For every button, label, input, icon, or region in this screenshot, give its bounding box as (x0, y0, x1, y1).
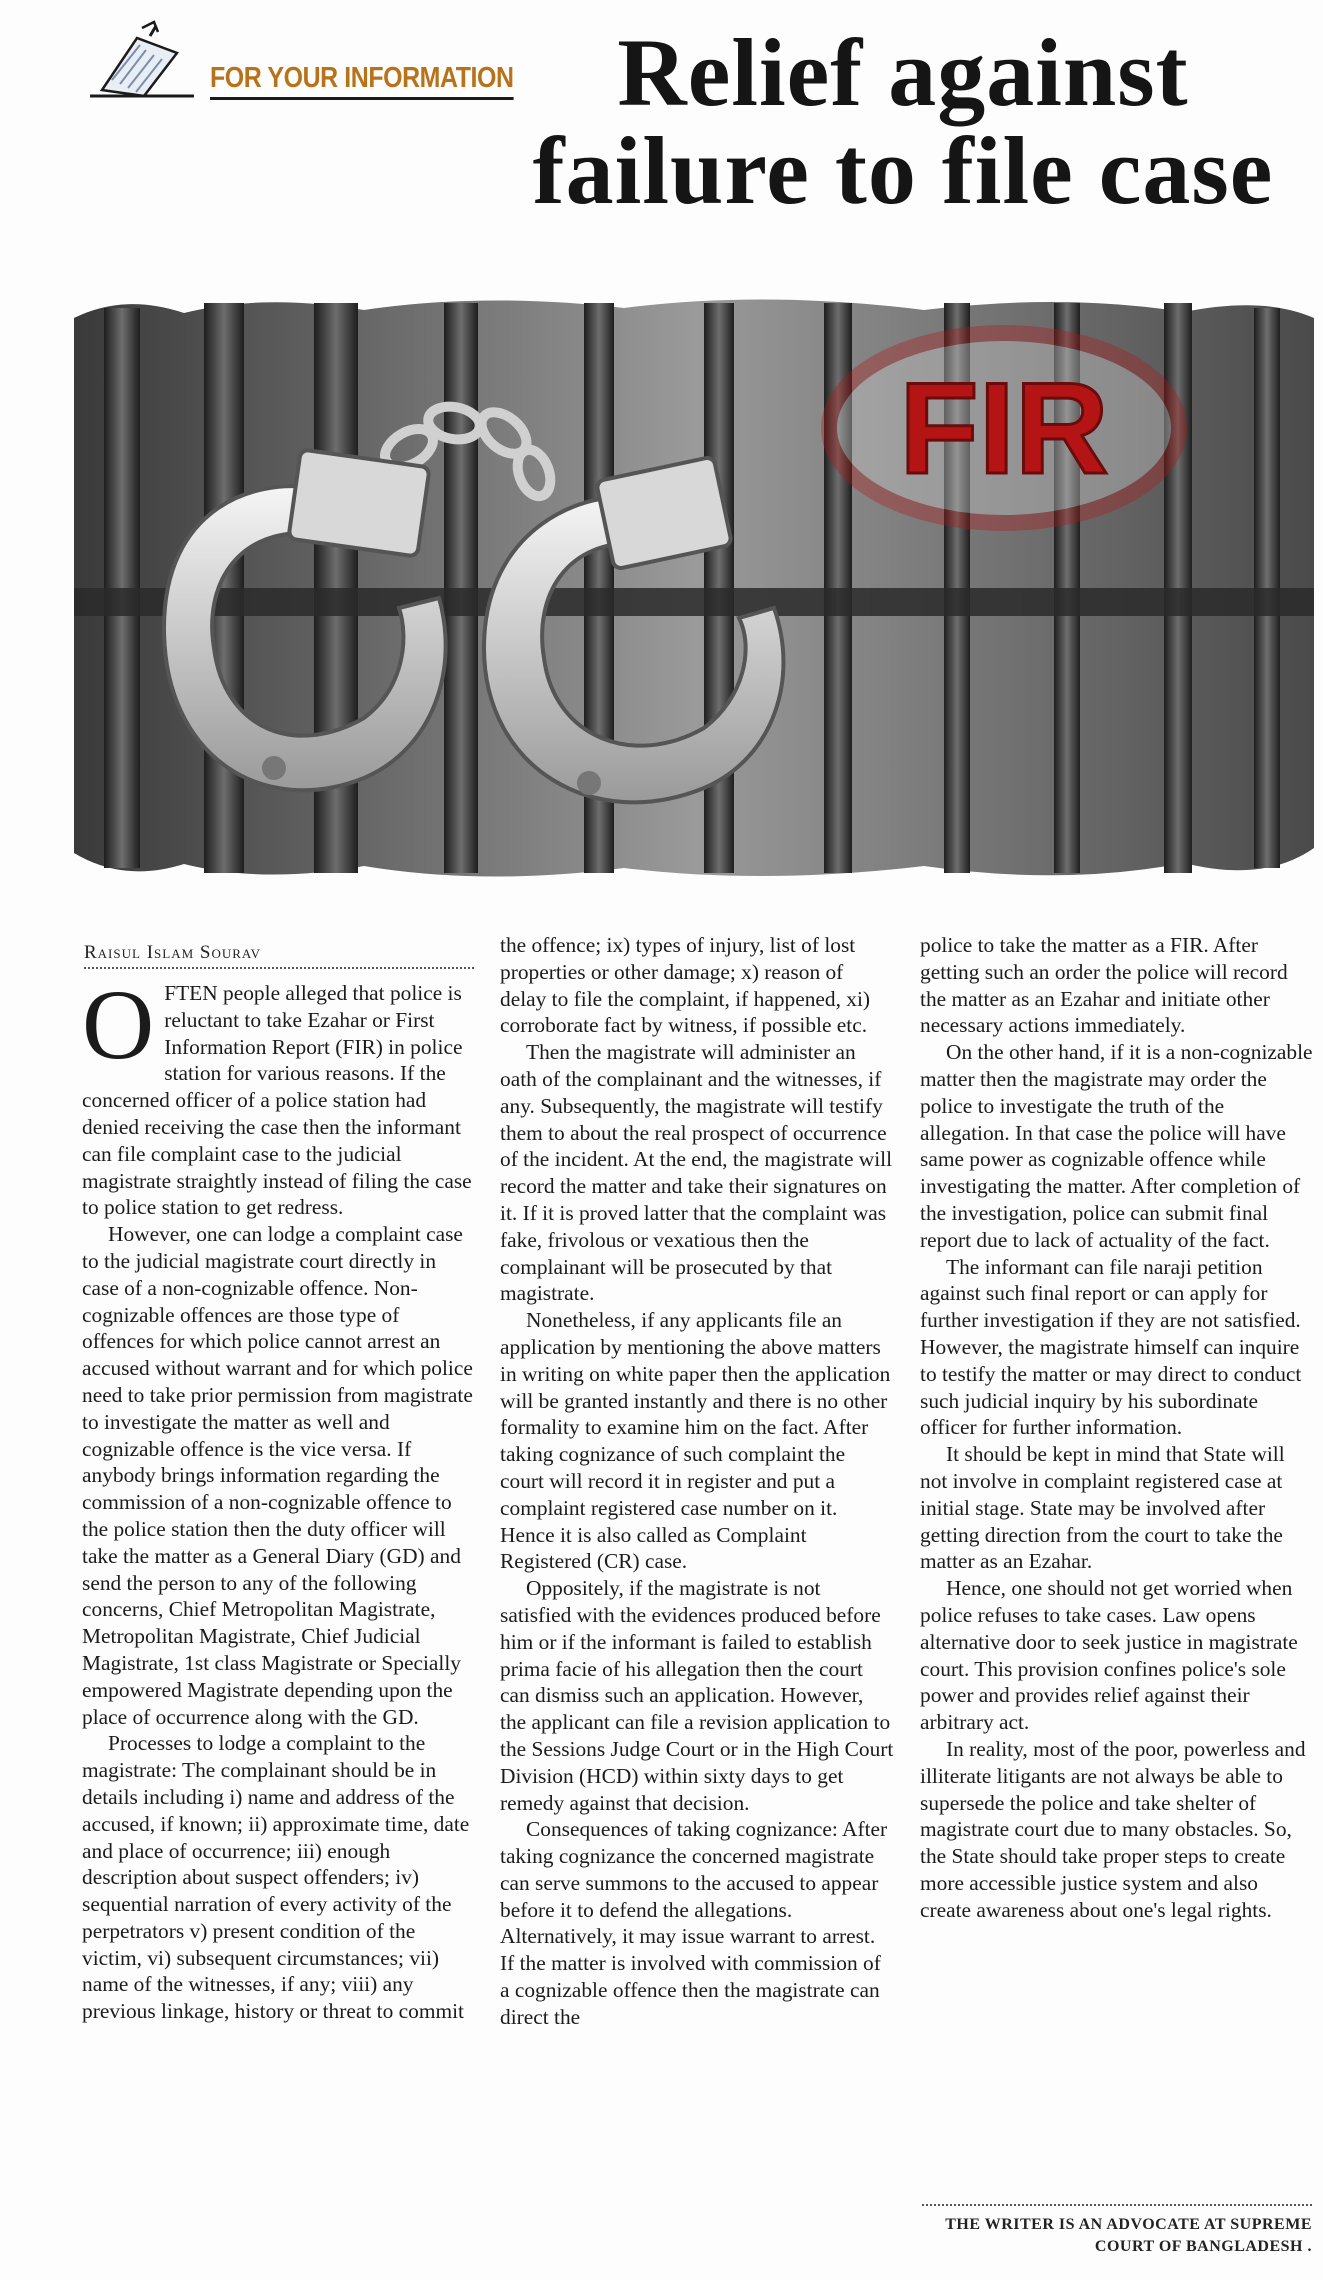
article-column-1 (82, 969, 476, 2025)
author-note: THE WRITER IS AN ADVOCATE AT SUPREME COURT OF BANGLADESH . (945, 2216, 1312, 2255)
article-paragraph: However, one can lodge a complaint case to the judicial magistrate court directly in case of a non-cognizable offence. Non-cognizable offences are those type of offences for which police cannot arrest an accused without warrant and for which police need to take prior permission from magistrate to investigate the matter as well and cognizable offence is the vice versa. If anybody brings information regarding the commission of a non-cognizable offence to the police station then the duty officer will take the matter as a General Diary (GD) and send the person to any of the following concerns, Chief Metropolitan Magistrate, Metropolitan Magistrate, Chief Judicial Magistrate, 1st class Magistrate or Specially empowered Magistrate depending upon the place of occurrence along with the GD. (82, 1222, 473, 1729)
article-column-2 (500, 932, 894, 2031)
section-label: FOR YOUR INFORMATION (210, 62, 514, 100)
article-paragraph: On the other hand, if it is a non-cognizable matter then the magistrate may order the police to investigate the truth of the allegation. In that case the police will have same power as cognizable offence while investigating the matter. After completion of the investigation, police can submit final report due to lack of actuality of the fact. (920, 1040, 1313, 1252)
newspaper-logo-icon (82, 18, 202, 100)
headline: Relief against failure to file case (532, 19, 1274, 224)
article-paragraph-text: FTEN people alleged that police is reluctant to take Ezahar or First Information Report (FIR) in police station for various reasons. If the concerned officer of a police station had denied receiving the case then the informant can file complaint case to the judicial magistrate straightly instead of filing the case to police station to get redress. (82, 981, 472, 1220)
footer-divider (922, 2204, 1312, 2206)
article-paragraph: the offence; ix) types of injury, list of lost properties or other damage; x) reason of delay to file the complaint, if happened, xi) corroborate fact by witness, if possible etc. (500, 933, 871, 1038)
article-paragraph (82, 969, 476, 1221)
article-column-3 (920, 932, 1314, 1923)
dropcap: O (82, 969, 155, 1080)
article-paragraph: Nonetheless, if any applicants file an application by mentioning the above matters in writing on white paper then the application will be granted instantly and there is no other formality to examine him on the fact. After taking cognizance of such complaint the court will record it in register and put a complaint registered case number on it. Hence it is also called as Complaint Registered (CR) case. (500, 1308, 891, 1574)
article-paragraph: Oppositely, if the magistrate is not satisfied with the evidences produced before him or if the informant is failed to establish prima facie of his allegation then the court can dismiss such an application. However, the applicant can file a revision application to the Sessions Judge Court or in the High Court Division (HCD) within sixty days to get remedy against that decision. (500, 1576, 894, 1815)
fir-stamp-text: FIR (899, 355, 1109, 501)
article-paragraph: It should be kept in mind that State will not involve in complaint registered case at initial stage. State may be involved after getting direction from the court to take the matter as an Ezahar. (920, 1442, 1285, 1574)
article-paragraph: Hence, one should not get worried when police refuses to take cases. Law opens alternative door to seek justice in magistrate court. This provision confines police's sole power and provides relief against their arbitrary act. (920, 1576, 1298, 1735)
article-paragraph: police to take the matter as a FIR. After getting such an order the police will record the matter as an Ezahar and initiate other necessary actions immediately. (920, 933, 1288, 1038)
article-paragraph: In reality, most of the poor, powerless and illiterate litigants are not always be able to supersede the police and take shelter of magistrate court due to many obstacles. So, the State should take proper steps to create more accessible justice system and also create awareness about one's legal rights. (920, 1736, 1306, 1922)
article-paragraph: Processes to lodge a complaint to the magistrate: The complainant should be in details including i) name and address of the accused, if known; ii) approximate time, date and place of occurrence; iii) enough description about suspect offenders; iv) sequential narration of every activity of the perpetrators v) present condition of the victim, vi) subsequent circumstances; vii) name of the witnesses, if any; viii) any previous linkage, history or threat to commit (82, 1731, 470, 2024)
byline: Raisul Islam Sourav (84, 942, 262, 963)
article-paragraph: Consequences of taking cognizance: After taking cognizance the concerned magistrate can serve summons to the accused to appear before it to defend the allegations. Alternatively, it may issue warrant to arrest. If the matter is involved with commission of a cognizable offence then the magistrate can direct the (500, 1817, 888, 2029)
article-photo (64, 288, 1322, 888)
article-paragraph: Then the magistrate will administer an oath of the complainant and the witnesses, if any. Subsequently, the magistrate will testify them to about the real prospect of occurrence of the incident. At the end, the magistrate will record the matter and take their signatures on it. If it is proved latter that the complaint was fake, frivolous or vexatious then the complainant will be prosecuted by that magistrate. (500, 1040, 893, 1306)
article-paragraph: The informant can file naraji petition against such final report or can apply for further investigation if they are not satisfied. However, the magistrate himself can inquire to testify the matter or may direct to conduct such judicial inquiry by his subordinate officer for further information. (920, 1254, 1302, 1440)
